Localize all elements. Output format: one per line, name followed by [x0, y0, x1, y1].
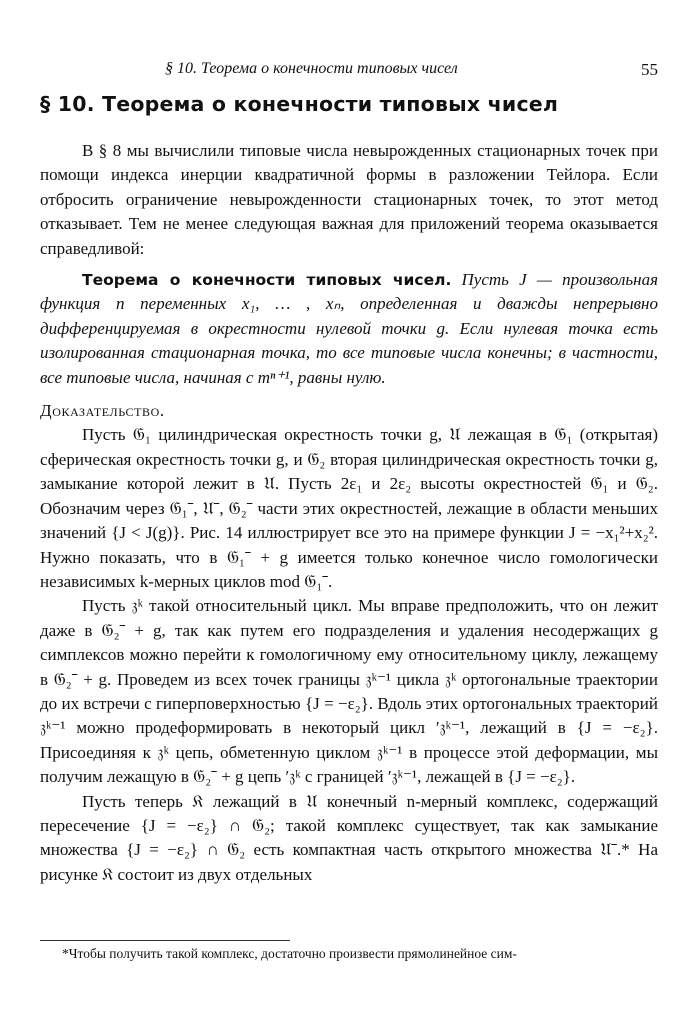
running-head-title: § 10. Теорема о конечности типовых чисел	[165, 60, 458, 77]
section-heading: § 10. Теорема о конечности типовых чисел	[40, 92, 559, 116]
proof-heading: Доказательство.	[40, 401, 165, 421]
theorem-paragraph	[40, 268, 658, 390]
body-text	[40, 139, 658, 887]
proof-paragraph-1: Пусть 𝔊₁ цилиндрическая окрестность точки g, 𝔘 лежащая в 𝔊₁ (открытая) сферическая окрестность точки g, и 𝔊₂ вторая цилиндрическая окрестность точки g, замыкание которой лежит в 𝔘. Пусть 2ε₁ и 2ε₂ высоты окрестностей 𝔊₁ и 𝔊₂. Обозначим через 𝔊₁⁻, 𝔘⁻, 𝔊₂⁻ части этих окрестностей, лежащие в области меньших значений {J < J(g)}. Рис. 14 иллюстрирует все это на примере функции J = −x₁²+x₂². Нужно показать, что в 𝔊₁⁻ + g имеется только конечное число гомологически независимых k-мерных циклов mod 𝔊₁⁻.	[40, 425, 658, 591]
theorem-statement: Пусть J — произвольная функция n переменных x₁, … , xₙ, определенная и дважды непрерывно дифференцируемая в окрестности нулевой точки g. Если нулевая точка есть изолированная стационарная точка, то все типовые числа конечны; в частности, все типовые числа, начиная с mⁿ⁺¹, равны нулю.	[40, 270, 658, 387]
proof-paragraph-2: Пусть 𝔷ᵏ такой относительный цикл. Мы вправе предположить, что он лежит даже в 𝔊₂⁻ + g, так как путем его подразделения и удаления несодержащих g симплексов можно перейти к гомологичному ему относительному циклу, лежащему в 𝔊₂⁻ + g. Проведем из всех точек границы 𝔷ᵏ⁻¹ цикла 𝔷ᵏ ортогональные траектории до их встречи с гиперповерхностью {J = −ε₂}. Вдоль этих ортогональных траекторий 𝔷ᵏ⁻¹ можно продеформировать в некоторый цикл ′𝔷ᵏ⁻¹, лежащий в {J = −ε₂}. Присоединяя к 𝔷ᵏ цепь, обметенную циклом 𝔷ᵏ⁻¹ в процессе этой деформации, мы получим лежащую в 𝔊₂⁻ + g цепь ′𝔷ᵏ с границей ′𝔷ᵏ⁻¹, лежащей в {J = −ε₂}.	[40, 596, 658, 787]
page-number: 55	[641, 60, 658, 79]
theorem-title: Теорема о конечности типовых чисел.	[82, 271, 452, 290]
footnote-divider	[40, 940, 290, 941]
footnote: *Чтобы получить такой комплекс, достаточно произвести прямолинейное сим-	[62, 946, 517, 961]
intro-paragraph: В § 8 мы вычислили типовые числа невырожденных стационарных точек при помощи индекса инерции квадратичной формы в разложении Тейлора. Если отбросить ограничение невырожденности стационарных точек, то этот метод отказывает. Тем не менее следующая важная для приложений теорема оказывается справедливой:	[40, 141, 658, 258]
proof-paragraph-3: Пусть теперь 𝔎 лежащий в 𝔘 конечный n-мерный комплекс, содержащий пересечение {J = −ε₂} ∩ 𝔊₂; такой комплекс существует, так как замыкание множества {J = −ε₂} ∩ 𝔊₂ есть компактная часть открытого множества 𝔘⁻.* На рисунке 𝔎 состоит из двух отдельных	[40, 791, 658, 884]
